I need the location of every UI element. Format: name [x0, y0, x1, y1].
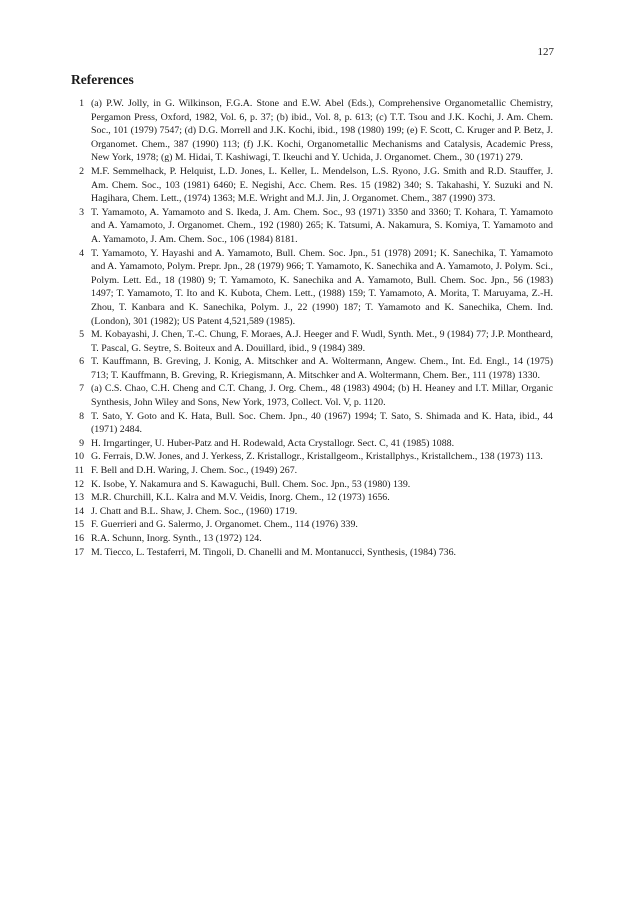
reference-item [67, 518, 553, 532]
reference-text: T. Kauffmann, B. Greving, J. Konig, A. Mitschker and A. Woltermann, Angew. Chem., Int. Ed. Engl., 14 (1975) 713; T. Kauffmann, B. Greving, R. Kriegismann, A. Mitschker and A. Woltermann, Chem. Ber., 111 (1978) 1330. [91, 356, 553, 381]
reference-list [67, 97, 553, 559]
reference-item [67, 464, 553, 478]
reference-number: 6 [79, 356, 84, 368]
reference-text: M.F. Semmelhack, P. Helquist, L.D. Jones, L. Keller, L. Mendelson, L.S. Ryono, J.G. Smith and R.D. Stauffer, J. Am. Chem. Soc., 103 (1981) 6460; E. Negishi, Acc. Chem. Res. 15 (1982) 340; S. Takahashi, Y. Suzuki and N. Hagihara, Chem. Lett., (1974) 1363; M.E. Wright and M.J. Jin, J. Organomet. Chem., 387 (1990) 373. [91, 165, 553, 205]
reference-item [67, 491, 553, 505]
reference-item [67, 247, 553, 329]
reference-text: T. Yamamoto, Y. Hayashi and A. Yamamoto, Bull. Chem. Soc. Jpn., 51 (1978) 2091; K. Sanechika, T. Yamamoto and A. Yamamoto, Polym. Prepr. Jpn., 28 (1979) 966; T. Yamamoto, K. Sanechika and A. Yamamoto, J. Polym. Sci., Polym. Lett. Ed., 18 (1980) 9; T. Yamamoto, K. Sanechika and A. Yamamoto, Bull. Chem. Soc. Jpn., 56 (1983) 1497; T. Yamamoto, T. Ito and K. Kubota, Chem. Lett., (1988) 159; T. Yamamoto, A. Morita, T. Maruyama, Z.-H. Zhou, T. Kanbara and K. Sanechika, Polym. J., 22 (1990) 187; T. Yamamoto and K. Sanechika, Chem. Ind. (London), 301 (1982); US Patent 4,521,589 (1985). [91, 247, 553, 327]
reference-text: (a) P.W. Jolly, in G. Wilkinson, F.G.A. Stone and E.W. Abel (Eds.), Comprehensive Organometallic Chemistry, Pergamon Press, Oxford, 1982, Vol. 6, p. 37; (b) ibid., Vol. 8, p. 613; (c) T.T. Tsou and J.K. Kochi, J. Am. Chem. Soc., 101 (1979) 7547; (d) D.G. Morrell and J.K. Kochi, ibid., 198 (1980) 199; (e) F. Scott, C. Kruger and P. Betz, J. Organomet. Chem., 387 (1990) 113; (f) J.K. Kochi, Organometallic Mechanisms and Catalysis, Academic Press, New York, 1978; (g) M. Hidai, T. Kashiwagi, T. Ikeuchi and Y. Uchida, J. Organomet. Chem., 30 (1971) 279. [91, 98, 553, 164]
reference-item [67, 450, 553, 464]
reference-text: R.A. Schunn, Inorg. Synth., 13 (1972) 124. [91, 533, 262, 544]
reference-number: 16 [74, 533, 84, 544]
reference-number: 3 [79, 206, 84, 218]
reference-item [67, 165, 553, 206]
reference-item [67, 382, 553, 409]
reference-text: F. Guerrieri and G. Salermo, J. Organomet. Chem., 114 (1976) 339. [91, 519, 358, 531]
reference-number: 11 [74, 465, 84, 477]
reference-text: T. Sato, Y. Goto and K. Hata, Bull. Soc. Chem. Jpn., 40 (1967) 1994; T. Sato, S. Shimada and K. Hata, ibid., 44 (1971) 2484. [91, 410, 553, 436]
page-number: 127 [537, 46, 554, 58]
reference-number: 4 [79, 247, 84, 259]
reference-text: M.R. Churchill, K.L. Kalra and M.V. Veidis, Inorg. Chem., 12 (1973) 1656. [91, 492, 390, 504]
reference-number: 15 [74, 519, 84, 531]
reference-number: 8 [79, 410, 84, 422]
reference-number: 2 [79, 165, 84, 177]
reference-item [67, 546, 553, 560]
reference-text: J. Chatt and B.L. Shaw, J. Chem. Soc., (1960) 1719. [91, 505, 298, 517]
reference-text: G. Ferrais, D.W. Jones, and J. Yerkess, Z. Kristallogr., Kristallgeom., Kristallphys., Kristallchem., 138 (1973) 113. [91, 451, 543, 463]
reference-text: K. Isobe, Y. Nakamura and S. Kawaguchi, Bull. Chem. Soc. Jpn., 53 (1980) 139. [91, 478, 411, 490]
reference-item [67, 478, 553, 492]
reference-number: 14 [74, 505, 84, 517]
reference-text: F. Bell and D.H. Waring, J. Chem. Soc., (1949) 267. [91, 465, 298, 477]
reference-item [67, 410, 553, 437]
reference-number: 12 [74, 478, 84, 490]
reference-number: 5 [79, 329, 84, 341]
reference-item [67, 97, 553, 165]
reference-number: 13 [74, 492, 84, 504]
reference-item [67, 355, 553, 382]
reference-item [67, 437, 553, 451]
reference-item [67, 206, 553, 247]
reference-text: (a) C.S. Chao, C.H. Cheng and C.T. Chang, J. Org. Chem., 48 (1983) 4904; (b) H. Heaney and I.T. Millar, Organic Synthesis, John Wiley and Sons, New York, 1973, Collect. Vol. V, p. 1120. [91, 383, 553, 409]
reference-item [67, 532, 553, 546]
reference-number: 17 [74, 546, 84, 558]
reference-number: 10 [74, 451, 84, 463]
reference-number: 7 [79, 383, 84, 395]
reference-number: 9 [79, 437, 84, 449]
reference-text: T. Yamamoto, A. Yamamoto and S. Ikeda, J. Am. Chem. Soc., 93 (1971) 3350 and 3360; T. Kohara, T. Yamamoto and A. Yamamoto, J. Organomet. Chem., 192 (1980) 265; K. Tatsumi, A. Nakamura, S. Komiya, T. Yamamoto and A. Yamamoto, J. Am. Chem. Soc., 106 (1984) 8181. [91, 206, 553, 245]
references-heading: References [71, 72, 134, 87]
reference-number: 1 [79, 98, 84, 109]
reference-text: M. Tiecco, L. Testaferri, M. Tingoli, D. Chanelli and M. Montanucci, Synthesis, (1984) 736. [91, 546, 457, 558]
reference-item [67, 505, 553, 519]
reference-text: H. Irngartinger, U. Huber-Patz and H. Rodewald, Acta Crystallogr. Sect. C, 41 (1985) 1088. [91, 437, 455, 449]
reference-item [67, 328, 553, 355]
reference-text: M. Kobayashi, J. Chen, T.-C. Chung, F. Moraes, A.J. Heeger and F. Wudl, Synth. Met., 9 (1984) 77; J.P. Montheard, T. Pascal, G. Seytre, S. Boiteux and A. Douillard, ibid., 9 (1984) 389. [91, 329, 553, 354]
